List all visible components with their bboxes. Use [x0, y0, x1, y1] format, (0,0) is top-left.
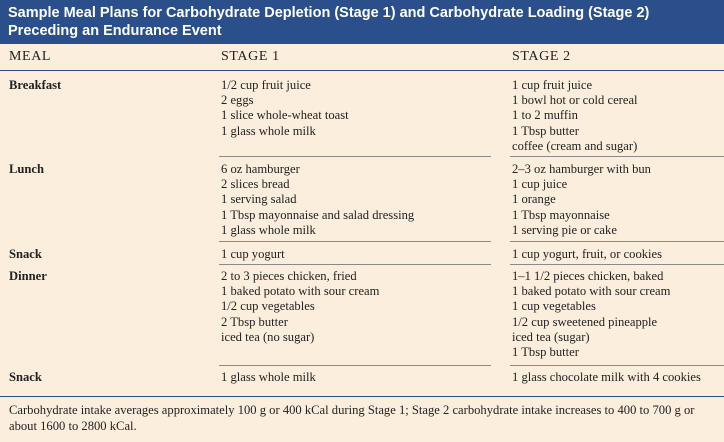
meal-label: Snack — [9, 370, 42, 384]
stage-1-cell — [221, 269, 379, 345]
list-item: 1 serving salad — [221, 192, 297, 207]
list-item: 6 oz hamburger — [221, 162, 300, 176]
meal-label: Lunch — [9, 162, 45, 176]
list-item: 2 Tbsp butter — [221, 314, 288, 329]
table-footnote: Carbohydrate intake averages approximately 100 g or 400 kCal during Stage 1; Stage 2 carbohydrate intake increases to 400 to 700 g or about 1600 to 2800 kCal. — [9, 403, 695, 433]
list-item: 1–1 1/2 pieces chicken, baked — [512, 269, 664, 283]
list-item: 1 cup vegetables — [512, 299, 596, 314]
table-title — [0, 0, 724, 44]
list-item: iced tea (no sugar) — [221, 329, 315, 344]
stage-1-cell — [221, 78, 349, 139]
list-item: 1 slice whole-wheat toast — [221, 108, 349, 123]
list-item: 1 bowl hot or cold cereal — [512, 93, 638, 108]
list-item: 1 cup yogurt, fruit, or cookies — [512, 247, 663, 261]
header-stage-2: STAGE 2 — [512, 49, 571, 64]
table-title-line-1: Sample Meal Plans for Carbohydrate Depletion (Stage 1) and Carbohydrate Loading (Stage 2) — [8, 5, 650, 21]
row-divider — [510, 365, 724, 366]
table-title-line-2: Preceding an Endurance Event — [8, 23, 222, 39]
list-item: 1 cup yogurt — [221, 247, 285, 261]
list-item: 1 orange — [512, 192, 556, 207]
list-item: 1 glass whole milk — [221, 123, 316, 138]
row-divider — [510, 264, 724, 265]
list-item: 1 cup juice — [512, 177, 568, 192]
row-divider — [219, 264, 491, 265]
stage-1-cell — [221, 247, 285, 262]
row-divider — [510, 156, 724, 157]
stage-1-cell — [221, 162, 414, 238]
list-item: 1 cup fruit juice — [512, 78, 593, 92]
row-divider — [219, 241, 491, 242]
list-item: 1/2 cup vegetables — [221, 299, 315, 314]
row-divider — [510, 241, 724, 242]
stage-2-cell — [512, 247, 662, 262]
list-item: 1 Tbsp mayonnaise — [512, 207, 610, 222]
list-item: 1/2 cup fruit juice — [221, 78, 311, 92]
list-item: 1 baked potato with sour cream — [221, 284, 380, 299]
list-item: 2 to 3 pieces chicken, fried — [221, 269, 357, 283]
table-header-row — [0, 44, 724, 71]
stage-2-cell — [512, 269, 670, 360]
meal-label: Dinner — [9, 269, 47, 283]
list-item: 1 glass whole milk — [221, 370, 316, 384]
list-item: 1 serving pie or cake — [512, 222, 617, 237]
stage-2-cell — [512, 162, 651, 238]
list-item: 1/2 cup sweetened pineapple — [512, 314, 658, 329]
list-item: iced tea (sugar) — [512, 329, 590, 344]
stage-2-cell — [512, 370, 701, 385]
header-stage-1: STAGE 1 — [221, 49, 280, 64]
list-item: coffee (cream and sugar) — [512, 138, 638, 153]
row-divider — [219, 365, 491, 366]
meal-label: Snack — [9, 247, 42, 261]
stage-1-cell — [221, 370, 316, 385]
list-item: 2–3 oz hamburger with bun — [512, 162, 651, 176]
table-bottom-rule — [0, 396, 724, 397]
list-item: 1 glass whole milk — [221, 222, 316, 237]
stage-2-cell — [512, 78, 638, 154]
meal-label: Breakfast — [9, 78, 62, 92]
list-item: 1 baked potato with sour cream — [512, 284, 671, 299]
list-item: 1 glass chocolate milk with 4 cookies — [512, 370, 701, 384]
list-item: 1 Tbsp butter — [512, 123, 579, 138]
list-item: 1 Tbsp mayonnaise and salad dressing — [221, 207, 415, 222]
list-item: 1 Tbsp butter — [512, 345, 579, 360]
list-item: 1 to 2 muffin — [512, 108, 578, 123]
row-divider — [219, 156, 491, 157]
list-item: 2 slices bread — [221, 177, 290, 192]
header-meal: MEAL — [9, 49, 52, 64]
list-item: 2 eggs — [221, 93, 254, 108]
